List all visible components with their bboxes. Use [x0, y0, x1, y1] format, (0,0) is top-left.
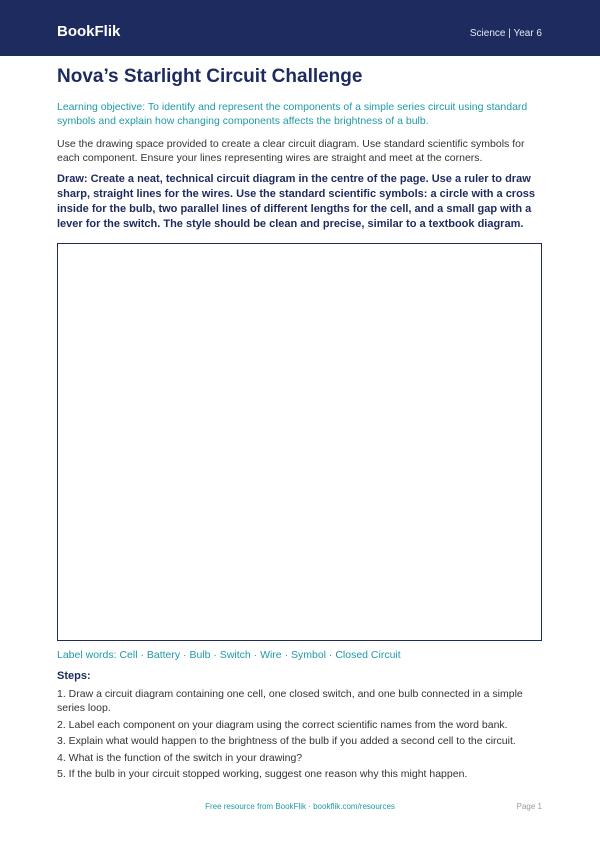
steps-list: [57, 687, 547, 784]
steps-heading: Steps:: [57, 670, 91, 682]
label-word-bank: Label words: Cell · Battery · Bulb · Switch · Wire · Symbol · Closed Circuit: [57, 649, 401, 661]
step-item: 1. Draw a circuit diagram containing one cell, one closed switch, and one bulb connected in a simple series loop.: [57, 688, 523, 714]
page-title: Nova’s Starlight Circuit Challenge: [57, 66, 363, 87]
step-item: 4. What is the function of the switch in your drawing?: [57, 751, 303, 764]
footer-source-link[interactable]: Free resource from BookFlik · bookflik.com/resources: [205, 802, 395, 811]
footer: [0, 801, 600, 815]
drawing-area[interactable]: [57, 243, 542, 641]
learning-objective: Learning objective: To identify and represent the components of a simple series circuit using standard symbols and explain how changing components affects the brightness of a bulb.: [57, 101, 528, 127]
step-item: 5. If the bulb in your circuit stopped working, suggest one reason why this might happen.: [57, 768, 468, 780]
header-bar: [0, 0, 600, 56]
page-number: Page 1: [516, 802, 542, 811]
intro-text: Use the drawing space provided to create a clear circuit diagram. Use standard scientific symbols for each component. Ensure your lines representing wires are straight and meet at the corners.: [57, 138, 525, 164]
draw-instruction: Draw: Create a neat, technical circuit diagram in the centre of the page. Use a ruler to draw sharp, straight lines for the wires. Use the standard scientific symbols: a circle with a cross inside for the bulb, two parallel lines of different lengths for the cell, and a small gap with a lever for the switch. The style should be clean and precise, similar to a textbook diagram.: [57, 173, 536, 230]
brand-logo: BookFlik: [57, 23, 121, 40]
step-item: 2. Label each component on your diagram using the correct scientific names from the word bank.: [57, 718, 508, 731]
step-item: 3. Explain what would happen to the brightness of the bulb if you added a second cell to the circuit.: [57, 735, 516, 747]
subject-year-label: Science | Year 6: [469, 28, 542, 39]
